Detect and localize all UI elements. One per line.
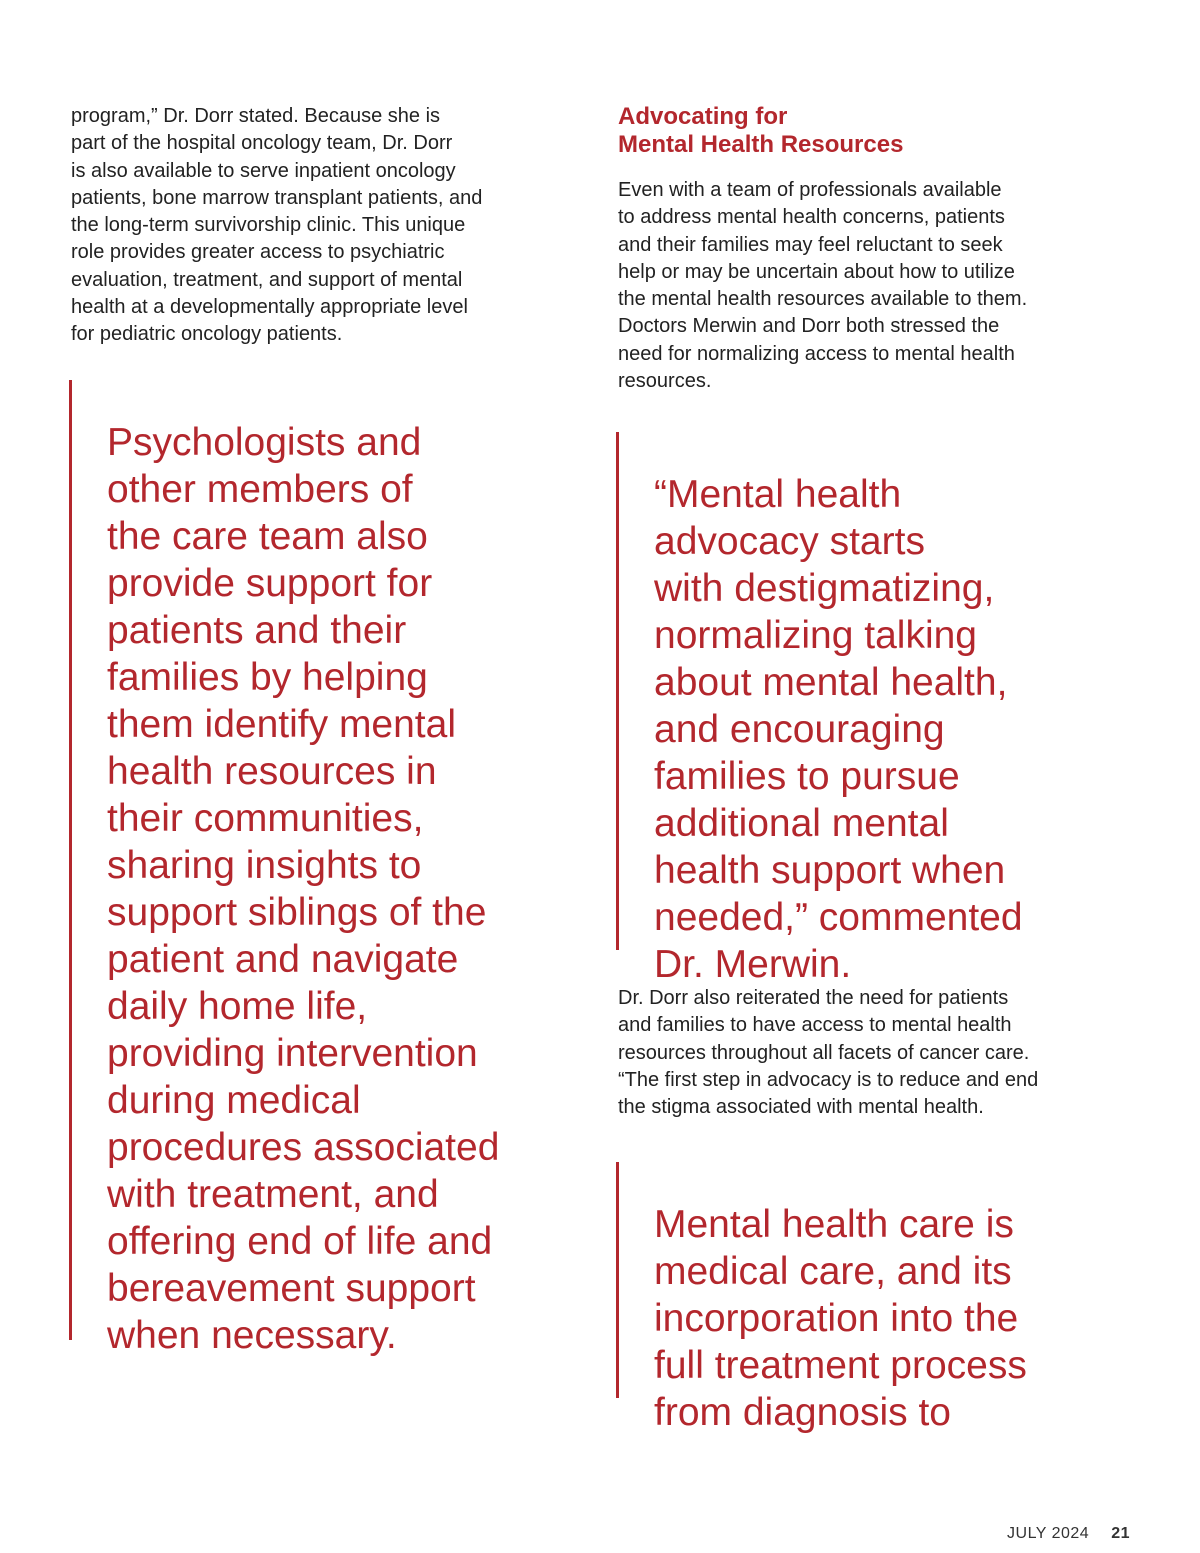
issue-date: JULY 2024 bbox=[1007, 1525, 1090, 1542]
page-number: 21 bbox=[1111, 1525, 1130, 1542]
intro-paragraph: program,” Dr. Dorr stated. Because she is part of the hospital oncology team, Dr. Dorr is also available to serve inpatient oncology patients, bone marrow transplant patients, and the long-term survivorship clinic. This unique role provides greater access to psychiatric evaluation, treatment, and support of mental health at a developmentally appropriate level for pediatric oncology patients. bbox=[71, 105, 483, 346]
pull-quote-medical-care bbox=[616, 1162, 1096, 1434]
pull-quote-text: “Mental health advocacy starts with destigmatizing, normalizing talking about mental health, and encouraging families to pursue additional mental health support when needed,” commented Dr. Merwin. bbox=[654, 473, 1023, 986]
paragraph-dorr-reiterated: Dr. Dorr also reiterated the need for patients and families to have access to mental health resources throughout all facets of cancer care. “The first step in advocacy is to reduce and end the stigma associated with mental health. bbox=[618, 987, 1039, 1119]
right-column bbox=[618, 103, 1138, 159]
pull-quote-text: Psychologists and other members of the care team also provide support for patients and their families by helping them identify mental health resources in their communities, sharing insights to support siblings of the patient and navigate daily home life, providing intervention during medical procedures associated with treatment, and offering end of life and bereavement support when necessary. bbox=[107, 421, 500, 1357]
pull-quote-care-team bbox=[69, 380, 539, 1357]
pull-quote-merwin bbox=[616, 432, 1096, 986]
right-paragraph-1-container bbox=[618, 177, 1138, 395]
page-footer bbox=[1007, 1525, 1130, 1543]
pull-quote-text: Mental health care is medical care, and its incorporation into the full treatment process from diagnosis to bbox=[654, 1203, 1027, 1434]
paragraph-mental-health-concerns: Even with a team of professionals available to address mental health concerns, patients and their families may feel reluctant to seek help or may be uncertain about how to utilize the mental health resources available to them. Doctors Merwin and Dorr both stressed the need for normalizing access to mental health resources. bbox=[618, 179, 1028, 393]
section-heading: Advocating for Mental Health Resources bbox=[618, 103, 904, 158]
left-column bbox=[71, 103, 571, 349]
right-paragraph-2-container bbox=[618, 985, 1138, 1121]
